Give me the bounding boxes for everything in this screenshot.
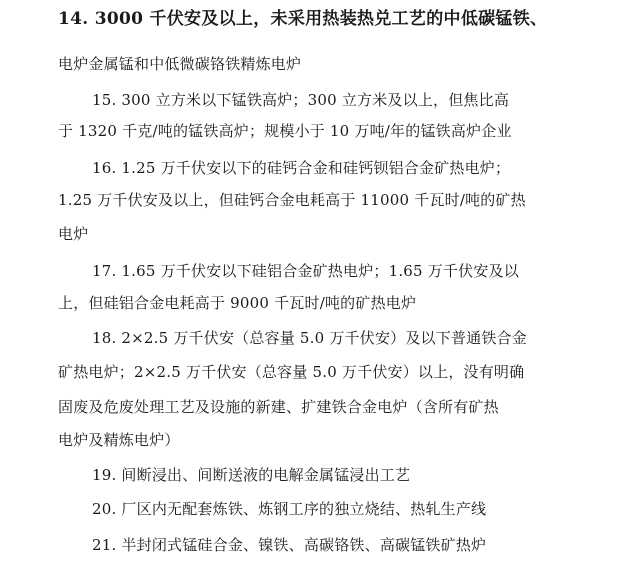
item-15-line-1: 15. 300 立方米以下锰铁高炉；300 立方米及以上，但焦比高 (92, 91, 510, 109)
item-16-line-3: 电炉 (58, 225, 89, 243)
item-17-line-2: 上，但硅铝合金电耗高于 9000 千瓦时/吨的矿热电炉 (58, 294, 417, 312)
item-21-line-1: 21. 半封闭式锰硅合金、镍铁、高碳铬铁、高碳锰铁矿热炉 (92, 536, 487, 554)
item-16-line-2: 1.25 万千伏安及以上，但硅钙合金电耗高于 11000 千瓦时/吨的矿热 (58, 191, 526, 209)
item-15-line-2: 于 1320 千克/吨的锰铁高炉；规模小于 10 万吨/年的锰铁高炉企业 (58, 122, 512, 140)
item-18-line-1: 18. 2×2.5 万千伏安（总容量 5.0 万千伏安）及以下普通铁合金 (92, 329, 527, 347)
item-14-line-1: 14. 3000 千伏安及以上，未采用热装热兑工艺的中低碳锰铁、 (58, 9, 548, 29)
item-18-line-4: 电炉及精炼电炉） (58, 431, 180, 449)
item-14-line-2: 电炉金属锰和中低微碳铬铁精炼电炉 (58, 55, 302, 73)
item-17-line-1: 17. 1.65 万千伏安以下硅铝合金矿热电炉；1.65 万千伏安及以 (92, 262, 519, 280)
item-20-line-1: 20. 厂区内无配套炼铁、炼钢工序的独立烧结、热轧生产线 (92, 500, 487, 518)
item-19-line-1: 19. 间断浸出、间断送液的电解金属锰浸出工艺 (92, 466, 411, 484)
item-18-line-3: 固废及危废处理工艺及设施的新建、扩建铁合金电炉（含所有矿热 (58, 398, 499, 416)
item-16-line-1: 16. 1.25 万千伏安以下的硅钙合金和硅钙钡铝合金矿热电炉； (92, 159, 511, 177)
item-18-line-2: 矿热电炉；2×2.5 万千伏安（总容量 5.0 万千伏安）以上，没有明确 (58, 363, 525, 381)
